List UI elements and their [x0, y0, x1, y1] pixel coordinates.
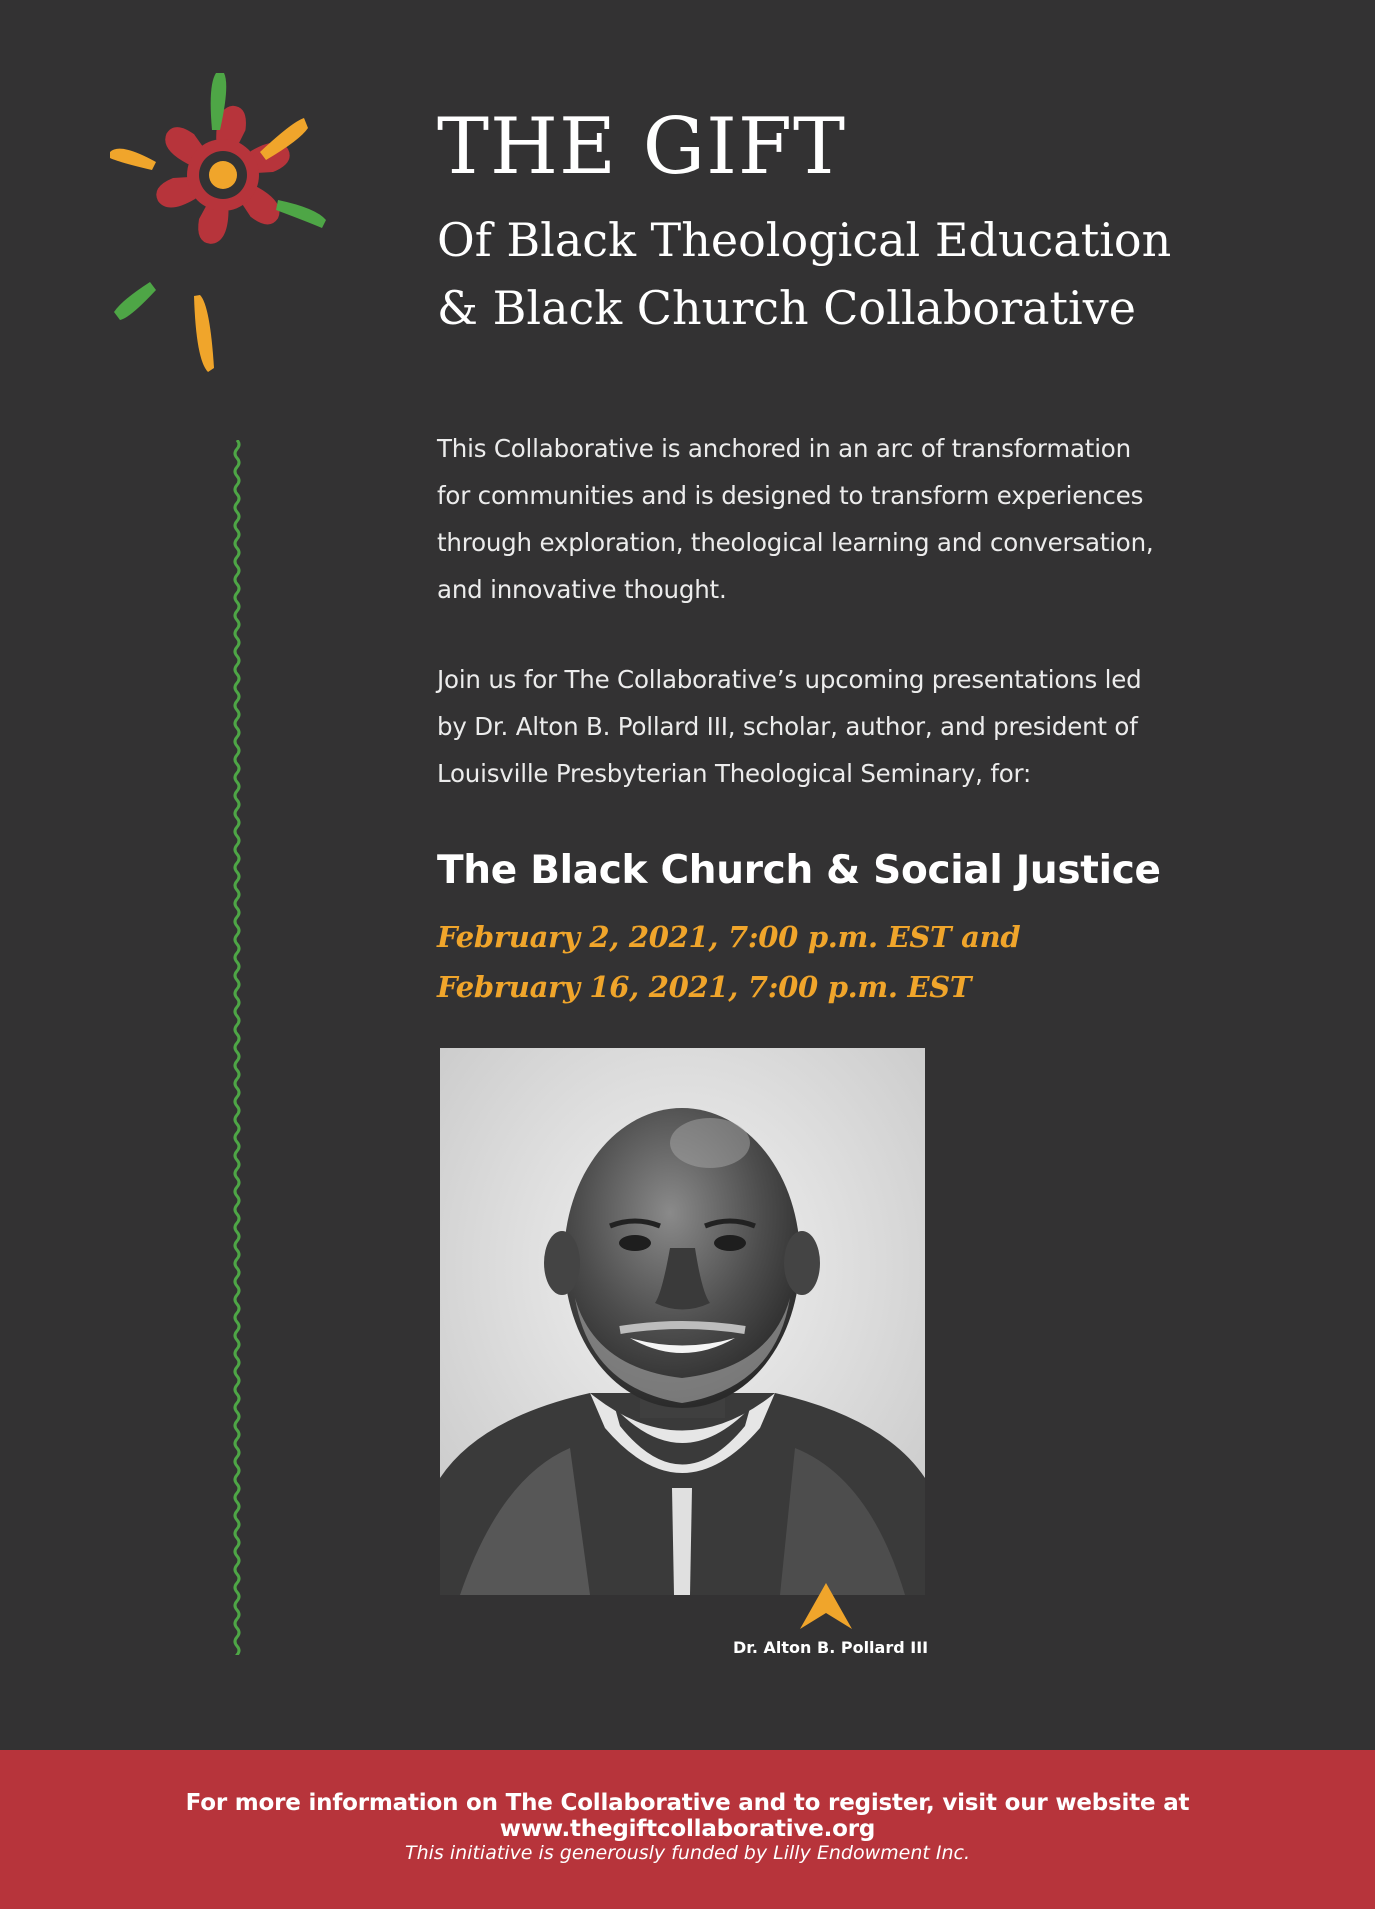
intro-line: and innovative thought. — [437, 575, 727, 604]
intro-paragraph — [437, 425, 1197, 613]
green-wave-divider — [218, 440, 256, 1655]
subtitle-line-2: & Black Church Collaborative — [437, 281, 1136, 335]
page-subtitle — [437, 206, 1237, 342]
caption-pointer-icon — [800, 1583, 852, 1629]
event-date-2: February 16, 2021, 7:00 p.m. EST — [437, 970, 972, 1004]
footer-info-text: For more information on The Collaborative and to register, visit our website at www.thegiftcollaborative.org — [185, 1790, 1190, 1842]
event-date-1: February 2, 2021, 7:00 p.m. EST and — [437, 920, 1021, 954]
intro-line: through exploration, theological learning and conversation, — [437, 528, 1154, 557]
invitation-line: by Dr. Alton B. Pollard III, scholar, author, and president of — [437, 712, 1138, 741]
subtitle-line-1: Of Black Theological Education — [437, 213, 1172, 267]
footer-banner — [0, 1750, 1375, 1909]
gift-flower-logo-icon — [108, 70, 368, 380]
intro-line: This Collaborative is anchored in an arc of transformation — [437, 434, 1131, 463]
event-title: The Black Church & Social Justice — [437, 848, 1161, 893]
footer-funding-text: This initiative is generously funded by Lilly Endowment Inc. — [405, 1842, 970, 1864]
page-title: THE GIFT — [437, 102, 847, 192]
speaker-portrait — [440, 1048, 925, 1595]
invitation-line: Louisville Presbyterian Theological Seminary, for: — [437, 759, 1032, 788]
invitation-paragraph — [437, 656, 1197, 797]
intro-line: for communities and is designed to transform experiences — [437, 481, 1144, 510]
invitation-line: Join us for The Collaborative’s upcoming presentations led — [437, 665, 1142, 694]
photo-caption: Dr. Alton B. Pollard III — [733, 1638, 929, 1657]
